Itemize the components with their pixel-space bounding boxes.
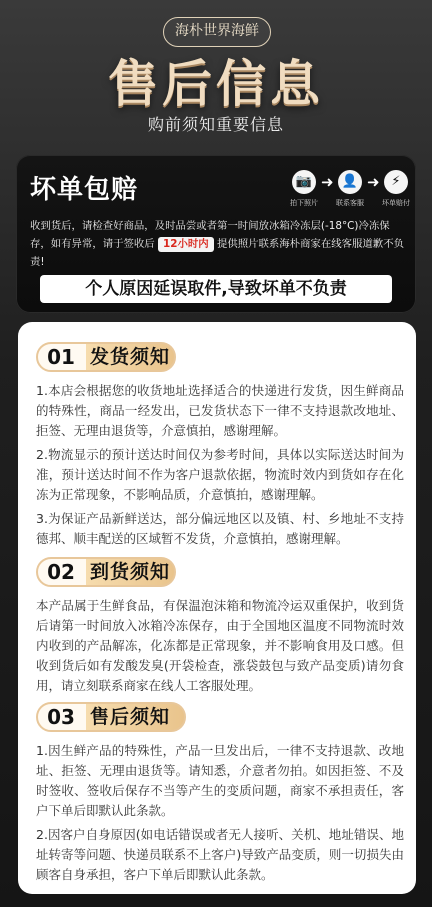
damage-text-after: 提供照片联系海朴商家在线客服道歉不负责! [30,238,404,268]
page-title: 售后信息 [108,55,324,113]
section-title: 到货须知 [90,561,171,583]
policy-panel [18,322,416,894]
time-limit-highlight: 12小时内 [158,237,214,252]
page-subtitle: 购前须知重要信息 [147,115,284,134]
brand-badge: 海朴世界海鲜 [163,17,271,47]
shipping-para-1: 1.本店会根据您的收货地址选择适合的快递进行发货，因生鲜商品的特殊性，商品一经发出，已发货状态下一律不支持退款改地址、拒签、无理由退货等，介意慎拍，感谢理解。 [36,383,404,438]
step-label: 联系客服 [336,199,364,207]
disclaimer-banner: 个人原因延误取件,导致坏单不负责 [40,275,392,303]
after-sales-para-2: 2.因客户自身原因(如电话错误或者无人接听、关机、地址错误、地址转寄等问题、快递员联系不上客户)导致产品变质，则一切损失由顾客自身承担，客户下单后即默认此条款。 [36,827,404,882]
claim-steps [289,170,411,218]
step-label: 坏单赔付 [382,199,410,207]
section-heading-arrival [36,557,176,587]
section-heading-shipping [36,342,176,372]
section-title: 售后须知 [90,706,171,728]
section-number: 03 [47,705,75,729]
section-number: 02 [47,560,75,584]
section-number: 01 [47,345,75,369]
arrival-para: 本产品属于生鲜食品，有保温泡沫箱和物流冷运双重保护，收到货后请第一时间放入冰箱冷冻保存，由于全国地区温度不同物流时效内收到的产品解冻，化冻都是正常现象，并不影响食用及口感。但收到货后如有发酸发臭(开袋检查，涨袋鼓包与致产品变质)请勿食用，请立刻联系商家在线人工客服处理。 [36,598,404,693]
camera-icon: 📷 [292,170,316,194]
lightning-icon: ⚡ [384,170,408,194]
shipping-para-3: 3.为保证产品新鲜送达，部分偏远地区以及镇、村、乡地址不支持德邦、顺丰配送的区域暂不发货，介意慎拍，感谢理解。 [36,511,404,546]
damage-description [30,217,406,271]
user-icon: 👤 [338,170,362,194]
step-contact-service [335,170,365,208]
step-label: 拍下照片 [290,199,318,207]
damage-guarantee-card [16,155,416,313]
damage-title: 坏单包赔 [30,175,139,205]
step-compensation [381,170,411,208]
section-title: 发货须知 [90,346,171,368]
shipping-para-2: 2.物流显示的预计送达时间仅为参考时间，具体以实际送达时间为准，预计送达时间不作为客户退款依据，物流时效内到货如存在化冻为正常现象，不影响品质，介意慎拍，感谢理解。 [36,447,404,502]
damage-text-before: 收到货后，请检查好商品，及时品尝或者第一时间放冰箱冷冻层(-18°C)冷冻保存，如有异常，请于签收后 [30,220,390,250]
section-heading-after-sales [36,702,186,732]
after-sales-para-1: 1.因生鲜产品的特殊性，产品一旦发出后，一律不支持退款、改地址、拒签、无理由退货等。请知悉，介意者勿拍。如因拒签、不及时签收、签收后保存不当等产生的变质问题，商家不承担责任，客户下单后即默认此条款。 [36,743,404,818]
arrow-right-icon: ➜ [367,173,380,191]
arrow-right-icon: ➜ [321,173,334,191]
step-take-photo [289,170,319,208]
